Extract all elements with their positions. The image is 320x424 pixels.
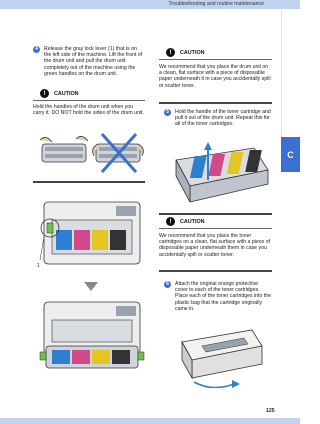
caution-text-left: Hold the handles of the drum unit when you carry it. DO NOT hold the sides of the drum unit. [33,104,144,117]
section-rule [159,213,272,215]
step-5 [164,109,272,128]
caution-icon: ! [166,217,175,226]
caution-label: CAUTION [54,90,79,97]
toner-bag-illustration [174,324,274,388]
page-header-title: Troubleshooting and routine maintenance [168,1,264,7]
caution-label: CAUTION [180,218,205,225]
printer-lock-lever-illustration [30,190,148,276]
caution-rule-top [159,59,272,60]
page-number: 125 [266,408,275,414]
caution-rule-bottom [159,270,272,272]
caution-header-right-1 [166,48,205,57]
printer-drum-removed-illustration [30,296,148,376]
step-number-badge: 6 [164,281,171,288]
caution-text-right-1: We recommend that you place the drum unit on a clean, flat surface with a piece of disposable paper underneath it in case you accidentally spill or scatter toner. [159,64,271,89]
footer-bar [0,418,300,424]
step-5-text: Hold the handle of the toner cartridge and pull it out of the drum unit. Repeat this for all of the toner cartridges. [175,109,271,128]
drum-carry-illustration [36,130,146,178]
caution-rule-top [33,100,145,101]
step-number-badge: 5 [164,109,171,116]
caution-header-right-2 [166,217,205,226]
caution-header-left [40,89,79,98]
step-number-badge: 4 [33,46,40,53]
drum-unit-correct [40,136,88,162]
toner-removal-illustration [168,140,272,210]
caution-label: CAUTION [180,49,205,56]
caution-rule-bottom [33,181,145,183]
caution-rule-top [159,228,272,229]
side-tab-divider [281,10,282,137]
lock-lever-callout: 1 [37,263,40,269]
caution-text-right-2: We recommend that you place the toner cartridges on a clean, flat surface with a piece of disposable paper underneath them in case you accidentally spill or scatter toner. [159,233,271,258]
caution-icon: ! [40,89,49,98]
chapter-tab: C [281,137,300,172]
step-6-text: Attach the original orange protective cover to each of the toner cartridges. Place each of the toner cartridges into the plastic bag that the cartridge originally came in. [175,281,272,312]
caution-icon: ! [166,48,175,57]
step-4 [33,46,145,77]
down-arrow-icon [84,282,98,291]
caution-rule-bottom [159,102,272,104]
step-4-text: Release the gray lock lever (1) that is on the left side of the machine. Lift the front of the drum unit and pull the drum unit completely out of the machine using the green handles on the drum unit. [44,46,143,77]
step-6 [164,281,272,312]
